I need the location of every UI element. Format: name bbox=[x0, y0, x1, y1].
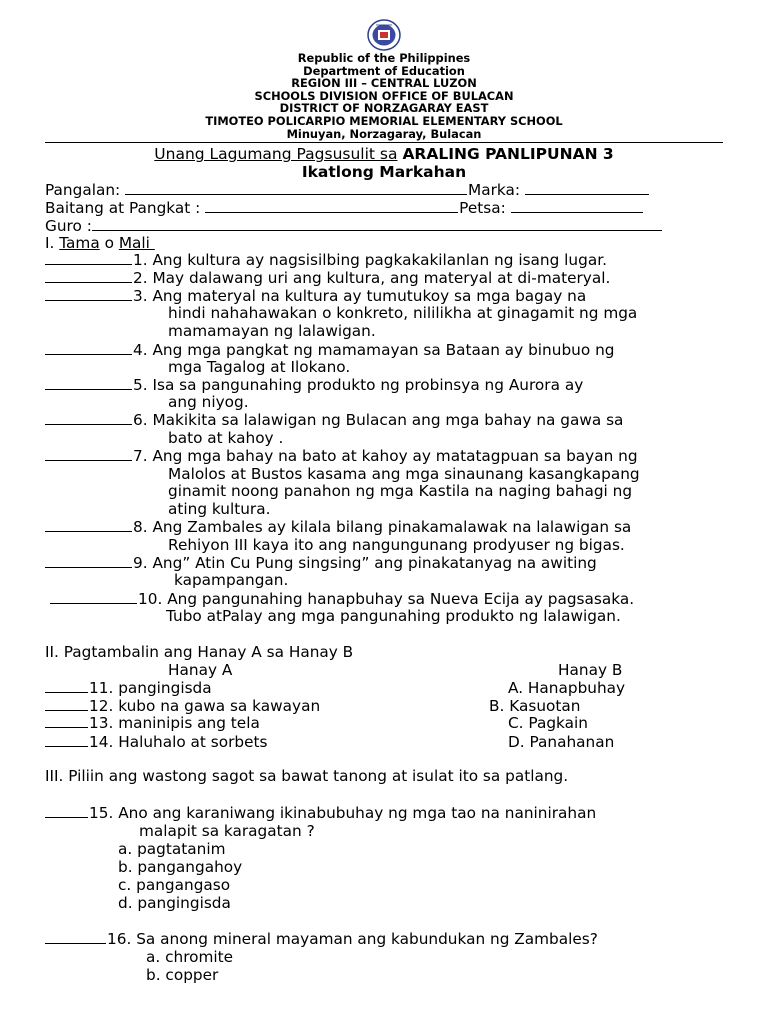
item-text-cont: bato at kahoy . bbox=[168, 429, 284, 447]
exam-title bbox=[0, 145, 768, 163]
item-text: 1. Ang kultura ay nagsisilbing pagkakakilanlan ng isang lugar. bbox=[133, 251, 607, 269]
match-item-11 bbox=[45, 679, 212, 697]
mc-question-15 bbox=[45, 804, 596, 822]
score-label: Marka: bbox=[468, 181, 521, 199]
match-item-12 bbox=[45, 697, 320, 715]
header-divider bbox=[45, 142, 723, 143]
answer-blank[interactable] bbox=[45, 804, 88, 818]
match-item-14 bbox=[45, 733, 268, 751]
match-choice-d: D. Panahanan bbox=[508, 733, 615, 751]
school-header bbox=[0, 52, 768, 140]
tf-item-7 bbox=[45, 447, 638, 465]
item-text: 4. Ang mga pangkat ng mamamayan sa Bataan ay binubuo ng bbox=[133, 341, 615, 359]
match-choice-b: B. Kasuotan bbox=[489, 697, 581, 715]
item-text-cont: mamamayan ng lalawigan. bbox=[168, 322, 376, 340]
header-line: DISTRICT OF NORZAGARAY EAST bbox=[279, 101, 489, 116]
item-text: 8. Ang Zambales ay kilala bilang pinakamalawak na lalawigan sa bbox=[133, 518, 632, 536]
part1-heading bbox=[45, 234, 155, 252]
answer-blank[interactable] bbox=[45, 733, 88, 747]
item-text-cont: Malolos at Bustos kasama ang mga sinaunang kasangkapang bbox=[168, 465, 640, 483]
item-text-cont: Tubo atPalay ang mga pangunahing produkto ng lalawigan. bbox=[166, 607, 621, 625]
col-b-heading: Hanay B bbox=[558, 661, 623, 679]
item-text: 11. pangingisda bbox=[89, 679, 212, 697]
exam-quarter: Ikatlong Markahan bbox=[301, 163, 467, 181]
date-label: Petsa: bbox=[459, 199, 506, 217]
answer-blank[interactable] bbox=[45, 269, 132, 283]
score-blank[interactable] bbox=[525, 181, 649, 195]
title-subject: ARALING PANLIPUNAN 3 bbox=[402, 145, 614, 163]
header-line: SCHOOLS DIVISION OFFICE OF BULACAN bbox=[254, 88, 514, 103]
tf-item-1 bbox=[45, 251, 607, 269]
item-text-cont: kapampangan. bbox=[174, 571, 289, 589]
tf-item-3 bbox=[45, 287, 586, 305]
item-text-cont: ating kultura. bbox=[168, 500, 271, 518]
answer-blank[interactable] bbox=[45, 411, 132, 425]
item-text: 6. Makikita sa lalawigan ng Bulacan ang mga bahay na gawa sa bbox=[133, 411, 624, 429]
tf-item-6 bbox=[45, 411, 623, 429]
teacher-blank[interactable] bbox=[92, 217, 662, 231]
choice-d: d. pangingisda bbox=[118, 894, 231, 912]
match-choice-a: A. Hanapbuhay bbox=[508, 679, 626, 697]
question-text: 16. Sa anong mineral mayaman ang kabundukan ng Zambales? bbox=[107, 930, 598, 948]
item-text: 13. maninipis ang tela bbox=[89, 714, 260, 732]
date-blank[interactable] bbox=[511, 199, 643, 213]
mc-question-16 bbox=[45, 930, 598, 948]
match-item-13 bbox=[45, 714, 260, 732]
item-text-cont: mga Tagalog at Ilokano. bbox=[168, 358, 351, 376]
item-text: 12. kubo na gawa sa kawayan bbox=[89, 697, 321, 715]
item-text: 5. Isa sa pangunahing produkto ng probinsya ng Aurora ay bbox=[133, 376, 584, 394]
name-blank[interactable] bbox=[125, 181, 467, 195]
answer-blank[interactable] bbox=[45, 341, 132, 355]
answer-blank[interactable] bbox=[45, 251, 132, 265]
header-line: Department of Education bbox=[303, 63, 465, 78]
answer-blank[interactable] bbox=[50, 590, 137, 604]
answer-blank[interactable] bbox=[45, 518, 132, 532]
choice-b: b. copper bbox=[146, 966, 219, 984]
item-text: 9. Ang” Atin Cu Pung singsing” ang pinakatanyag na awiting bbox=[133, 554, 597, 572]
part1-mali: Mali bbox=[118, 234, 150, 252]
tf-item-8 bbox=[45, 518, 631, 536]
item-text: 7. Ang mga bahay na bato at kahoy ay matatagpuan sa bayan ng bbox=[133, 447, 638, 465]
tf-item-5 bbox=[45, 376, 583, 394]
header-line: Republic of the Philippines bbox=[297, 51, 471, 65]
choice-b: b. pangangahoy bbox=[118, 858, 243, 876]
col-a-heading: Hanay A bbox=[168, 661, 233, 679]
header-line: Minuyan, Norzagaray, Bulacan bbox=[286, 126, 482, 141]
tf-item-10 bbox=[50, 590, 634, 608]
header-line: REGION III – CENTRAL LUZON bbox=[291, 76, 477, 91]
header-line: TIMOTEO POLICARPIO MEMORIAL ELEMENTARY SCHOOL bbox=[205, 113, 563, 128]
question-text-cont: malapit sa karagatan ? bbox=[139, 822, 315, 840]
answer-blank[interactable] bbox=[45, 714, 88, 728]
part1-o: o bbox=[104, 234, 114, 252]
answer-blank[interactable] bbox=[45, 697, 88, 711]
tf-item-4 bbox=[45, 341, 614, 359]
part3-heading: III. Piliin ang wastong sagot sa bawat tanong at isulat ito sa patlang. bbox=[45, 767, 569, 785]
part1-tama: Tama bbox=[59, 234, 100, 252]
teacher-label: Guro : bbox=[45, 217, 92, 235]
item-text: 10. Ang pangunahing hanapbuhay sa Nueva Ecija ay pagsasaka. bbox=[138, 590, 635, 608]
choice-c: c. pangangaso bbox=[118, 876, 231, 894]
name-field-row bbox=[45, 181, 650, 199]
answer-blank[interactable] bbox=[45, 554, 132, 568]
deped-seal-logo bbox=[365, 19, 403, 51]
item-text-cont: hindi nahahawakan o konkreto, nililikha at ginagamit ng mga bbox=[168, 304, 638, 322]
item-text: 14. Haluhalo at sorbets bbox=[89, 733, 268, 751]
item-text-cont: Rehiyon III kaya ito ang nangungunang prodyuser ng bigas. bbox=[168, 536, 625, 554]
grade-field-row bbox=[45, 199, 644, 217]
tf-item-2 bbox=[45, 269, 610, 287]
item-text: 2. May dalawang uri ang kultura, ang materyal at di-materyal. bbox=[133, 269, 611, 287]
choice-a: a. chromite bbox=[146, 948, 234, 966]
item-text: 3. Ang materyal na kultura ay tumutukoy sa mga bagay na bbox=[133, 287, 587, 305]
title-prefix: Unang Lagumang Pagsusulit sa bbox=[154, 145, 398, 163]
tf-item-9 bbox=[45, 554, 597, 572]
item-text-cont: ginamit noong panahon ng mga Kastila na naging bahagi ng bbox=[168, 482, 633, 500]
question-text: 15. Ano ang karaniwang ikinabubuhay ng mga tao na naninirahan bbox=[89, 804, 597, 822]
grade-blank[interactable] bbox=[205, 199, 458, 213]
answer-blank[interactable] bbox=[45, 287, 132, 301]
answer-blank[interactable] bbox=[45, 679, 88, 693]
choice-a: a. pagtatanim bbox=[118, 840, 226, 858]
item-text-cont: ang niyog. bbox=[168, 393, 249, 411]
answer-blank[interactable] bbox=[45, 930, 106, 944]
part1-roman: I. bbox=[45, 234, 55, 252]
grade-label: Baitang at Pangkat : bbox=[45, 199, 201, 217]
answer-blank[interactable] bbox=[45, 447, 132, 461]
answer-blank[interactable] bbox=[45, 376, 132, 390]
part2-heading: II. Pagtambalin ang Hanay A sa Hanay B bbox=[45, 643, 354, 661]
name-label: Pangalan: bbox=[45, 181, 121, 199]
teacher-field-row bbox=[45, 217, 663, 235]
match-choice-c: C. Pagkain bbox=[508, 714, 588, 732]
